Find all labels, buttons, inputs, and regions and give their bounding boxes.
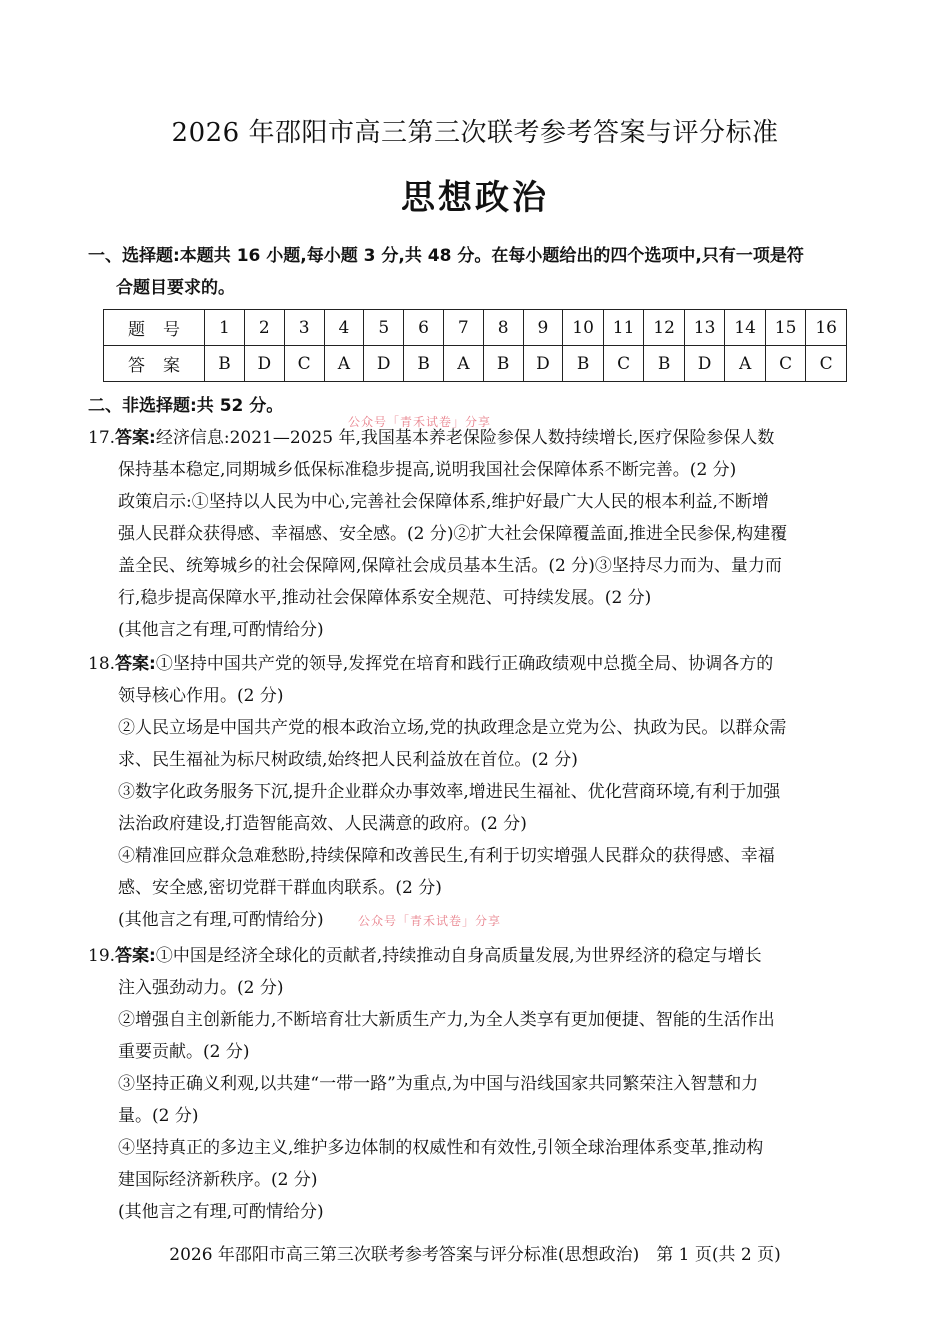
question-19-text: 量。(2 分) <box>118 1106 199 1126</box>
question-18-text: 感、安全感,密切党群干群血肉联系。(2 分) <box>118 878 442 898</box>
table-cell-answer: C <box>603 346 644 382</box>
table-cell-answer: C <box>765 346 806 382</box>
table-cell-answer: C <box>806 346 847 382</box>
table-cell-number: 7 <box>443 310 483 346</box>
question-19-text: ③坚持正确义利观,以共建“一带一路”为重点,为中国与沿线国家共同繁荣注入智慧和力 <box>118 1074 759 1094</box>
question-19-text: 重要贡献。(2 分) <box>118 1042 250 1062</box>
question-18-text: ①坚持中国共产党的领导,发挥党在培育和践行正确政绩观中总揽全局、协调各方的 <box>155 654 774 674</box>
table-cell-number: 16 <box>806 310 847 346</box>
table-cell-number: 12 <box>644 310 685 346</box>
question-18-text: 求、民生福祉为标尺树政绩,始终把人民利益放在首位。(2 分) <box>118 750 578 770</box>
table-cell-number: 6 <box>404 310 444 346</box>
question-18-number: 18. <box>88 654 116 674</box>
table-cell-answer: A <box>324 346 364 382</box>
question-18-answer <box>88 648 863 936</box>
table-cell-answer: D <box>244 346 284 382</box>
question-18-text: ②人民立场是中国共产党的根本政治立场,党的执政理念是立党为公、执政为民。以群众需 <box>118 718 787 738</box>
table-header-answer: 答案 <box>104 346 205 382</box>
watermark-text: 公众号「青禾试卷」分享 <box>358 914 502 928</box>
question-17-number: 17. <box>88 428 116 448</box>
question-18-text: ④精准回应群众急难愁盼,持续保障和改善民生,有利于切实增强人民群众的获得感、幸福 <box>118 846 775 866</box>
section-nonchoice-heading: 二、非选择题:共 52 分。 <box>88 396 284 416</box>
table-cell-answer: B <box>205 346 245 382</box>
table-cell-number: 1 <box>205 310 245 346</box>
answer-table-number-row <box>104 310 847 346</box>
table-cell-number: 11 <box>603 310 644 346</box>
table-cell-number: 14 <box>725 310 766 346</box>
table-cell-number: 15 <box>765 310 806 346</box>
section-choice-heading <box>88 240 863 304</box>
question-17-note: (其他言之有理,可酌情给分) <box>118 620 324 640</box>
table-cell-number: 5 <box>364 310 404 346</box>
table-cell-number: 8 <box>483 310 523 346</box>
question-18-text: 领导核心作用。(2 分) <box>118 686 284 706</box>
question-19-text: ②增强自主创新能力,不断培育壮大新质生产力,为全人类享有更加便捷、智能的生活作出 <box>118 1010 775 1030</box>
question-17-answer-label: 答案: <box>115 428 156 448</box>
question-18-answer-label: 答案: <box>115 654 156 674</box>
answer-table-answer-row <box>104 346 847 382</box>
question-17-text: 强人民群众获得感、幸福感、安全感。(2 分)②扩大社会保障覆盖面,推进全民参保,构建覆 <box>118 524 788 544</box>
table-header-number: 题号 <box>104 310 205 346</box>
question-17-answer <box>88 422 863 646</box>
table-cell-answer: A <box>725 346 766 382</box>
table-cell-answer: A <box>443 346 483 382</box>
question-19-text: 注入强劲动力。(2 分) <box>118 978 284 998</box>
table-cell-number: 10 <box>563 310 604 346</box>
table-cell-answer: D <box>523 346 563 382</box>
section-choice-line1: 一、选择题:本题共 16 小题,每小题 3 分,共 48 分。在每小题给出的四个选项中,只有一项是符 <box>88 246 804 266</box>
question-18-line <box>88 648 863 680</box>
question-19-number: 19. <box>88 946 116 966</box>
table-cell-number: 9 <box>523 310 563 346</box>
question-18-note: (其他言之有理,可酌情给分) <box>118 910 324 930</box>
table-cell-number: 4 <box>324 310 364 346</box>
table-cell-answer: D <box>684 346 725 382</box>
table-cell-answer: B <box>563 346 604 382</box>
table-cell-answer: C <box>284 346 324 382</box>
question-19-note: (其他言之有理,可酌情给分) <box>118 1202 324 1222</box>
answer-table <box>103 309 847 382</box>
question-19-text: ①中国是经济全球化的贡献者,持续推动自身高质量发展,为世界经济的稳定与增长 <box>155 946 762 966</box>
question-19-line <box>88 940 863 972</box>
table-cell-number: 2 <box>244 310 284 346</box>
question-18-text: ③数字化政务服务下沉,提升企业群众办事效率,增进民生福祉、优化营商环境,有利于加强 <box>118 782 781 802</box>
question-17-text: 行,稳步提高保障水平,推动社会保障体系安全规范、可持续发展。(2 分) <box>118 588 652 608</box>
subject-title: 思想政治 <box>401 178 549 218</box>
table-cell-number: 3 <box>284 310 324 346</box>
question-19-answer-label: 答案: <box>115 946 156 966</box>
table-cell-number: 13 <box>684 310 725 346</box>
question-17-text: 经济信息:2021—2025 年,我国基本养老保险参保人数持续增长,医疗保险参保人数 <box>155 428 775 448</box>
question-17-text: 保持基本稳定,同期城乡低保标准稳步提高,说明我国社会保障体系不断完善。(2 分) <box>118 460 737 480</box>
page-footer: 2026 年邵阳市高三第三次联考参考答案与评分标准(思想政治) 第 1 页(共 2 页) <box>169 1245 781 1265</box>
question-18-text: 法治政府建设,打造智能高效、人民满意的政府。(2 分) <box>118 814 527 834</box>
question-17-line <box>88 422 863 454</box>
document-title: 2026 年邵阳市高三第三次联考参考答案与评分标准 <box>171 118 779 148</box>
table-cell-answer: B <box>404 346 444 382</box>
question-19-text: ④坚持真正的多边主义,维护多边体制的权威性和有效性,引领全球治理体系变革,推动构 <box>118 1138 764 1158</box>
question-19-answer <box>88 940 863 1228</box>
question-17-text: 盖全民、统筹城乡的社会保障网,保障社会成员基本生活。(2 分)③坚持尽力而为、量力而 <box>118 556 782 576</box>
table-cell-answer: B <box>483 346 523 382</box>
question-19-text: 建国际经济新秩序。(2 分) <box>118 1170 318 1190</box>
watermark-text: 公众号「青禾试卷」分享 <box>348 415 492 429</box>
question-17-text: 政策启示:①坚持以人民为中心,完善社会保障体系,维护好最广大人民的根本利益,不断增 <box>118 492 769 512</box>
table-cell-answer: D <box>364 346 404 382</box>
table-cell-answer: B <box>644 346 685 382</box>
section-choice-line2: 合题目要求的。 <box>116 278 235 298</box>
